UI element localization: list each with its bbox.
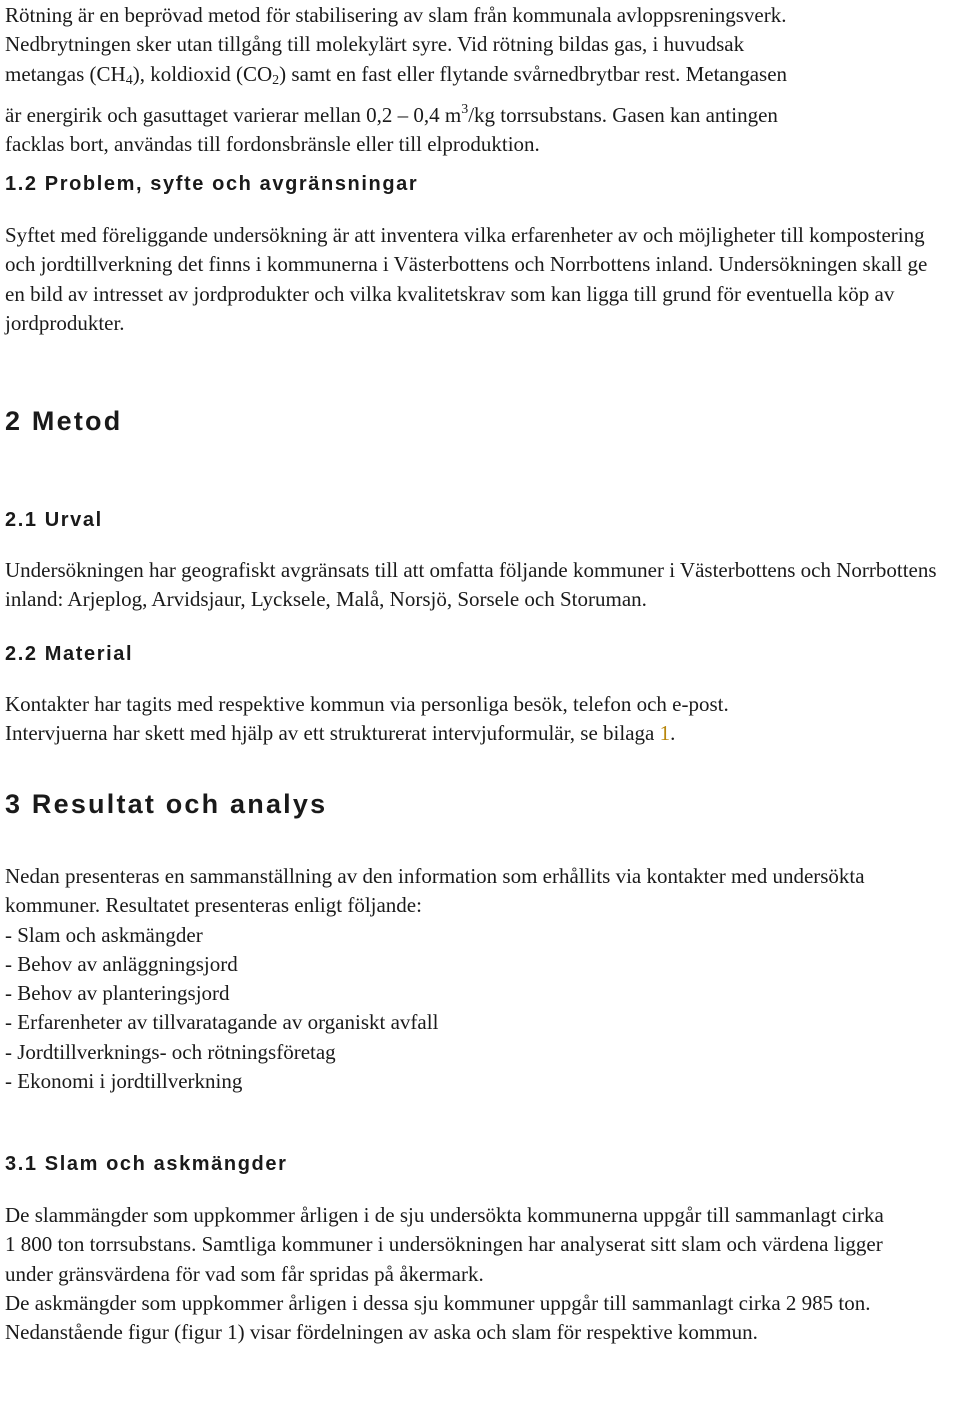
- section-body-2-2: [5, 690, 957, 749]
- subscript: 4: [125, 72, 133, 88]
- text-fragment: är energirik och gasuttaget varierar mellan 0,2 – 0,4 m: [5, 102, 462, 127]
- text-line: [5, 719, 957, 748]
- section-heading-1-2: 1.2 Problem, syfte och avgränsningar: [5, 173, 419, 195]
- list-item: - Slam och askmängder: [5, 922, 203, 947]
- section-body-3: [5, 862, 957, 1096]
- section-body-3-1: [5, 1201, 957, 1347]
- text-line: Nedbrytningen sker utan tillgång till molekylärt syre. Vid rötning bildas gas, i huvudsak: [5, 32, 745, 57]
- text-fragment: ) samt en fast eller flytande svårnedbrytbar rest. Metangasen: [279, 61, 788, 86]
- appendix-reference-link[interactable]: 1: [659, 721, 671, 746]
- intro-paragraph: [5, 1, 957, 159]
- text-line: Kontakter har tagits med respektive kommun via personliga besök, telefon och e-post.: [5, 692, 729, 716]
- section-heading-3: 3 Resultat och analys: [5, 789, 328, 819]
- text-fragment: ), koldioxid (CO: [132, 61, 273, 86]
- text-line: Rötning är en beprövad metod för stabilisering av slam från kommunala avloppsreningsverk.: [5, 3, 787, 27]
- text-line: [5, 95, 957, 130]
- section-body-1-2: Syftet med föreliggande undersökning är att inventera vilka erfarenheter av och möjligheter till kompostering och jordtillverkning det finns i kommunerna i Västerbottens och Norrbottens inland. Undersökningen skall ge en bild av intresset av jordprodukter och vilka kvalitetskrav som kan ligga till grund för eventuella köp av jordprodukter.: [5, 223, 928, 335]
- text-line: facklas bort, användas till fordonsbränsle eller till elproduktion.: [5, 132, 540, 157]
- list-item: - Ekonomi i jordtillverkning: [5, 1069, 243, 1094]
- text-fragment: metangas (CH: [5, 61, 126, 86]
- list-item: - Erfarenheter av tillvaratagande av organiskt avfall: [5, 1010, 439, 1035]
- superscript: 3: [461, 101, 469, 117]
- paragraph: Nedanstående figur (figur 1) visar fördelningen av aska och slam för respektive kommun.: [5, 1320, 758, 1345]
- section-body-2-1: Undersökningen har geografiskt avgränsats till att omfatta följande kommuner i Västerbottens och Norrbottens inland: Arjeplog, Arvidsjaur, Lycksele, Malå, Norsjö, Sorsele och Storuman.: [5, 558, 937, 612]
- list-item: - Behov av planteringsjord: [5, 981, 230, 1006]
- text-fragment: /kg torrsubstans. Gasen kan antingen: [468, 102, 778, 127]
- paragraph: De slammängder som uppkommer årligen i de sju undersökta kommunerna uppgår till sammanlagt cirka 1 800 ton torrsubstans. Samtliga kommuner i undersökningen har analyserat sitt slam och värdena ligger under gränsvärdena för vad som får spridas på åkermark.: [5, 1203, 884, 1286]
- list-item: - Jordtillverknings- och rötningsföretag: [5, 1039, 336, 1064]
- paragraph: De askmängder som uppkommer årligen i dessa sju kommuner uppgår till sammanlagt cirka 2 985 ton.: [5, 1290, 871, 1315]
- text-fragment: .: [670, 721, 676, 746]
- section-intro-3: Nedan presenteras en sammanställning av den information som erhållits via kontakter med undersökta kommuner. Resultatet presenteras enligt följande:: [5, 864, 865, 918]
- list-item: - Behov av anläggningsjord: [5, 951, 238, 976]
- section-heading-2: 2 Metod: [5, 406, 123, 436]
- section-heading-3-1: 3.1 Slam och askmängder: [5, 1153, 288, 1175]
- result-topic-list: [5, 921, 957, 1097]
- text-fragment: Intervjuerna har skett med hjälp av ett strukturerat intervjuformulär, se bilaga: [5, 721, 660, 746]
- subscript: 2: [272, 72, 280, 88]
- section-heading-2-2: 2.2 Material: [5, 643, 134, 665]
- section-heading-2-1: 2.1 Urval: [5, 509, 103, 531]
- text-line: [5, 60, 957, 95]
